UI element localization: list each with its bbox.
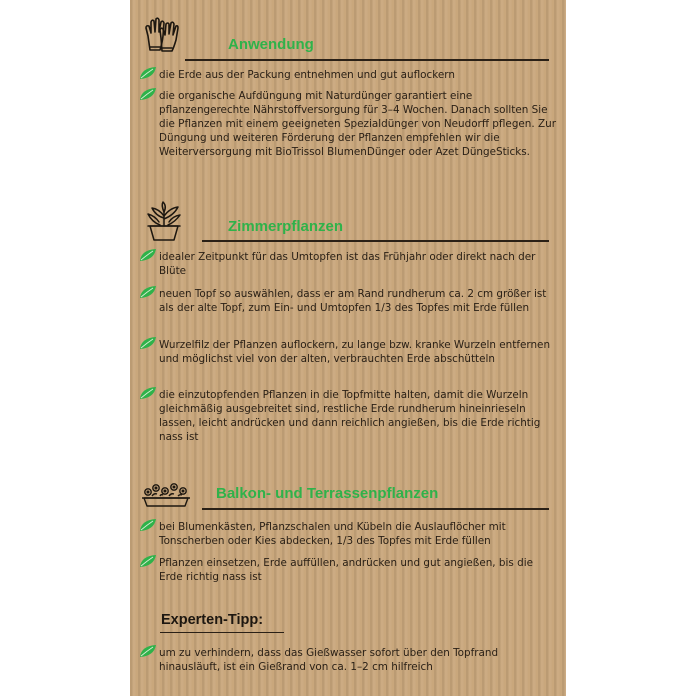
list-item: Wurzelfilz der Pflanzen auflockern, zu lange bzw. kranke Wurzeln entfernen und möglichst viel von der alten, verbrauchten Erde abschütteln [159, 339, 551, 365]
leaf-bullet-icon [139, 336, 157, 350]
list-item: die Erde aus der Packung entnehmen und gut auflockern [159, 69, 455, 81]
leaf-bullet-icon [139, 518, 157, 532]
leaf-bullet-icon [139, 554, 157, 568]
section-heading-anwendung: Anwendung [228, 36, 314, 53]
list-item: die einzutopfenden Pflanzen in die Topfmitte halten, damit die Wurzeln gleichmäßig ausgebreitet sind, restliche Erde rundherum hineinrieseln lassen, leicht andrücken und dann reichlich angießen, bis die Erde richtig nass ist [159, 389, 541, 443]
leaf-bullet-icon [139, 386, 157, 400]
list-item: idealer Zeitpunkt für das Umtopfen ist das Frühjahr oder direkt nach der Blüte [159, 251, 536, 277]
list-item: Pflanzen einsetzen, Erde auffüllen, andrücken und gut angießen, bis die Erde richtig nass ist [159, 557, 533, 583]
section-divider [202, 240, 549, 242]
section-divider [185, 59, 549, 61]
leaf-bullet-icon [139, 644, 157, 658]
section-heading-zimmerpflanzen: Zimmerpflanzen [228, 218, 344, 235]
instruction-card [130, 0, 566, 696]
leaf-bullet-icon [139, 248, 157, 262]
list-item: die organische Aufdüngung mit Naturdünger garantiert eine pflanzengerechte Nährstoffversorgung für 3–4 Wochen. Danach sollten Sie die Pflanzen mit einem geeigneten Spezialdünger von Neudorff pflegen. Zur Düngung und weiteren Förderung der Pflanzen empfehlen wir die Weiterversorgung mit BioTrissol BlumenDünger oder Azet DüngeSticks. [159, 90, 556, 158]
list-item: bei Blumenkästen, Pflanzschalen und Kübeln die Auslauflöcher mit Tonscherben oder Kies abdecken, 1/3 des Topfes mit Erde füllen [159, 521, 506, 547]
leaf-bullet-icon [139, 66, 157, 80]
leaf-bullet-icon [139, 285, 157, 299]
tip-divider [160, 632, 284, 633]
tip-heading: Experten-Tipp: [161, 612, 264, 628]
section-divider [202, 508, 549, 510]
gloves-icon [142, 14, 184, 56]
list-item: neuen Topf so auswählen, dass er am Rand rundherum ca. 2 cm größer ist als der alte Topf, zum Ein- und Umtopfen 1/3 des Topfes mit Erde füllen [159, 288, 547, 314]
flower-box-icon [138, 480, 194, 508]
leaf-bullet-icon [139, 87, 157, 101]
section-heading-balkon: Balkon- und Terrassenpflanzen [216, 485, 439, 502]
list-item: um zu verhindern, dass das Gießwasser sofort über den Topfrand hinausläuft, ist ein Gießrand von ca. 1–2 cm hilfreich [159, 647, 499, 673]
potted-plant-icon [142, 200, 186, 242]
